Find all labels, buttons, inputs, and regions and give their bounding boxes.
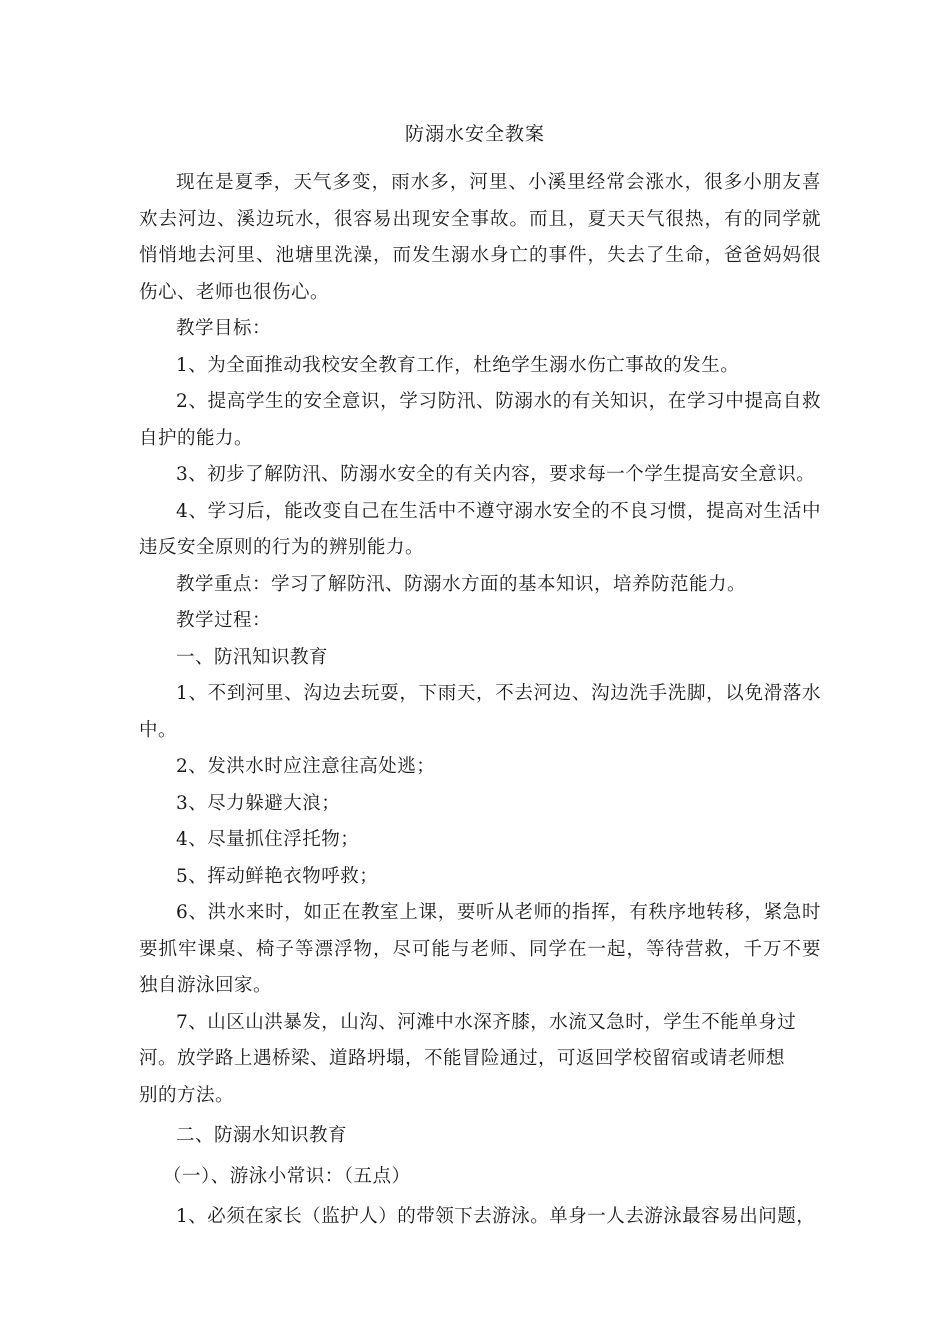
goal-item: 3、初步了解防汛、防溺水安全的有关内容，要求每一个学生提高安全意识。	[176, 464, 816, 485]
goal-item: 4、学习后，能改变自己在生活中不遵守溺水安全的不良习惯，提高对生活中违反安全原则的行为的辨别能力。	[139, 500, 821, 558]
flood-item: 1、不到河里、沟边去玩耍，下雨天，不去河边、沟边洗手洗脚，以免滑落水中。	[139, 683, 821, 741]
flood-item: 3、尽力躲避大浪；	[176, 792, 341, 814]
flood-item-7-line: 河。放学路上遇桥梁、道路坍塌，不能冒险通过，可返回学校留宿或请老师想	[139, 1048, 786, 1069]
teaching-focus: 教学重点：学习了解防汛、防溺水方面的基本知识，培养防范能力。	[176, 573, 747, 595]
goal-item: 1、为全面推动我校安全教育工作，杜绝学生溺水伤亡事故的发生。	[176, 354, 740, 376]
flood-item: 2、发洪水时应注意往高处逃；	[176, 756, 436, 777]
subsection-heading-swimming: （一）、游泳小常识：（五点）	[163, 1165, 411, 1187]
swimming-item: 1、必须在家长（监护人）的带领下去游泳。单身一人去游泳最容易出问题，	[176, 1206, 816, 1227]
flood-item: 5、挥动鲜艳衣物呼救；	[176, 865, 379, 887]
section-heading-drowning: 二、防溺水知识教育	[176, 1125, 348, 1146]
flood-item-7-line: 别的方法。	[139, 1084, 235, 1106]
intro-paragraph: 现在是夏季，天气多变，雨水多，河里、小溪里经常会涨水，很多小朋友喜欢去河边、溪边玩水，很容易出现安全事故。而且，夏天天气很热，有的同学就悄悄地去河里、池塘里洗澡，而发生溺水身亡的事件，失去了生命，爸爸妈妈很伤心、老师也很伤心。	[139, 172, 821, 303]
document-title: 防溺水安全教案	[404, 123, 545, 145]
flood-item-7-line: 7、山区山洪暴发，山沟、河滩中水深齐膝，水流又急时，学生不能单身过	[176, 1011, 797, 1033]
section-heading-flood: 一、防汛知识教育	[176, 646, 329, 668]
process-heading: 教学过程：	[176, 610, 272, 631]
goal-item: 2、提高学生的安全意识，学习防汛、防溺水的有关知识，在学习中提高自救自护的能力。	[139, 391, 821, 449]
flood-item: 4、尽量抓住浮托物；	[176, 829, 360, 850]
goals-heading: 教学目标：	[176, 318, 272, 339]
document-body	[139, 165, 821, 1236]
flood-item: 6、洪水来时，如正在教室上课，要听从老师的指挥，有秩序地转移，紧急时要抓牢课桌、椅子等漂浮物，尽可能与老师、同学在一起，等待营救，千万不要独自游泳回家。	[139, 902, 821, 996]
flood-item-7	[139, 1005, 821, 1115]
